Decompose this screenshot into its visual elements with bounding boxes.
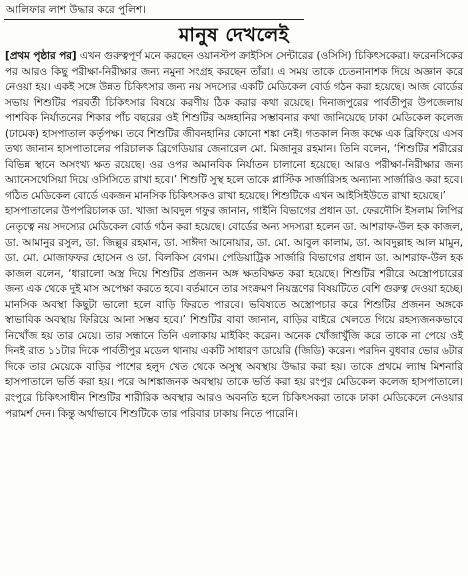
article-paragraph-2: হাসপাতালের উপপরিচালক ডা. খাজা আবদুল গফুর জানান, গাইনি বিভাগের প্রধান ডা. ফেরদৌসি ইসলাম লিপির নেতৃত্বে নয় সদস্যের মেডিকেল বোর্ড গঠন করা হয়েছে। বোর্ডের অন্য সদস্যরা হলেন ডা. আশরাফ-উল হক কাজল, ডা. আমানুর রসুল, ডা. জিল্লুর রহমান, ডা. সাঈদা আনোয়ার, ডা. মো. আবুল কালাম, ডা. আবদুল্লাহ আল মামুন, ডা. মো. মোজাফফর হোসেন ও ডা. বিলকিস বেগম। পেডিয়াট্রিক সার্জারি বিভাগের প্রধান ডা. আশরাফ-উল হক কাজল বলেন, ‘ধারালো অস্ত্র দিয়ে শিশুটির প্রজনন অঙ্গ ক্ষতবিক্ষত করা হয়েছে। শিশুটির শরীরে অস্ত্রোপচারের জন্য এক থেকে দুই মাস অপেক্ষা করতে হবে। বর্তমানে তার সংক্রমণ নিয়ন্ত্রণের বিষয়টিতে বেশি গুরুত্ব দেওয়া হচ্ছে। মানসিক অবস্থা কিছুটা ভালো হলে বাড়ি ফিরতে পারবে। ভবিষ্যতে অস্ত্রোপচার করে শিশুটির প্রজনন অঙ্গকে স্বাভাবিক অবস্থায় ফিরিয়ে আনা সম্ভব হবে।’ শিশুটির বাবা জানান, বাড়ির বাইরে খেলতে গিয়ে রহস্যজনকভাবে নিখোঁজ হয় তার মেয়ে। তার সন্ধানে তিনি এলাকায় মাইকিং করেন। অনেক খোঁজাখুঁজি করে তাকে না পেয়ে ওই দিনই রাত ১১টার দিকে পার্বতীপুর মডেল থানায় একটি সাধারণ ডায়েরি (জিডি) করেন। পরদিন বুধবার ভোর ৬টার দিকে তার মেয়েকে বাড়ির পাশের হলুদ খেত থেকে অসুস্থ অবস্থায় উদ্ধার করা হয়। তাকে প্রথমে ল্যাম্ব মিশনারি হাসপাতালে ভর্তি করা হয়। পরে আশঙ্কাজনক অবস্থায় তাকে ভর্তি করা হয় রংপুর মেডিকেল কলেজ হাসপাতালে। রংপুরে চিকিৎসাধীন শিশুটির শারীরিক অবস্থার আরও অবনতি হলে চিকিৎসকরা তাকে ঢাকা মেডিকেলে নেওয়ার পরামর্শ দেন। কিন্তু অর্থাভাবে শিশুটিকে তার পরিবার ঢাকায় নিতে পারেনি। xyxy=(5,205,463,420)
divider-rule xyxy=(4,19,304,20)
article-headline: মানুষ দেখলেই xyxy=(178,24,290,46)
article-paragraph-1 xyxy=(4,49,464,204)
continuation-marker: [প্রথম পৃষ্ঠার পর] xyxy=(5,50,77,62)
paragraph-1-text: এখন গুরুত্বপূর্ণ মনে করছেন ওয়ানস্টপ ক্রাইসিস সেন্টারের (ওসিসি) চিকিৎসকেরা। ফরেনসিকের পর আরও কিছু পরীক্ষা-নিরীক্ষার জন্য নমুনা সংগ্রহ করছেন তাঁরা। এ সময় তাকে চেতনানাশক দিয়ে অজ্ঞান করে নেওয়া হয়। একই সঙ্গে উন্নত চিকিৎসার জন্য নয় সদস্যের একটি মেডিকেল বোর্ড গঠন করা হয়েছে। আজ বোর্ডের সভায় শিশুটির পরবর্তী চিকিৎসার বিষয়ে করণীয় ঠিক করার কথা রয়েছে। দিনাজপুরের পার্বতীপুর উপজেলায় পাশবিক নির্যাতনের শিকার পাঁচ বছরের ওই শিশুটির অঙ্গহানির সম্ভাবনার কথা জানিয়েছে ঢাকা মেডিকেল কলেজ (ঢামেক) হাসপাতাল কর্তৃপক্ষ। তবে শিশুটির জীবনহানির কোনো শঙ্কা নেই। গতকাল নিজ কক্ষে এক ব্রিফিংয়ে এসব তথ্য জানান হাসপাতালের পরিচালক ব্রিগেডিয়ার জেনারেল মো. মিজানুর রহমান। তিনি বলেন, ‘শিশুটির শরীরের বিভিন্ন স্থানে অসংখ্য ক্ষত রয়েছে। ওর ওপর অমানবিক নির্যাতন চালানো হয়েছে। আরও পরীক্ষা-নিরীক্ষার জন্য অ্যানেসথেসিয়া দিয়ে ওসিসিতে রাখা হবে।’ শিশুটি সুস্থ হলে তাকে প্লাস্টিক সার্জারিসহ অন্যান্য সার্জারিও করা হবে। গঠিত মেডিকেল বোর্ডে একজন মানসিক চিকিৎসকও রাখা হয়েছে। শিশুটিকে এখন আইসিইউতে রাখা হয়েছে।’ xyxy=(5,50,463,202)
previous-article-tail: আলিফার লাশ উদ্ধার করে পুলিশ। xyxy=(6,4,146,16)
